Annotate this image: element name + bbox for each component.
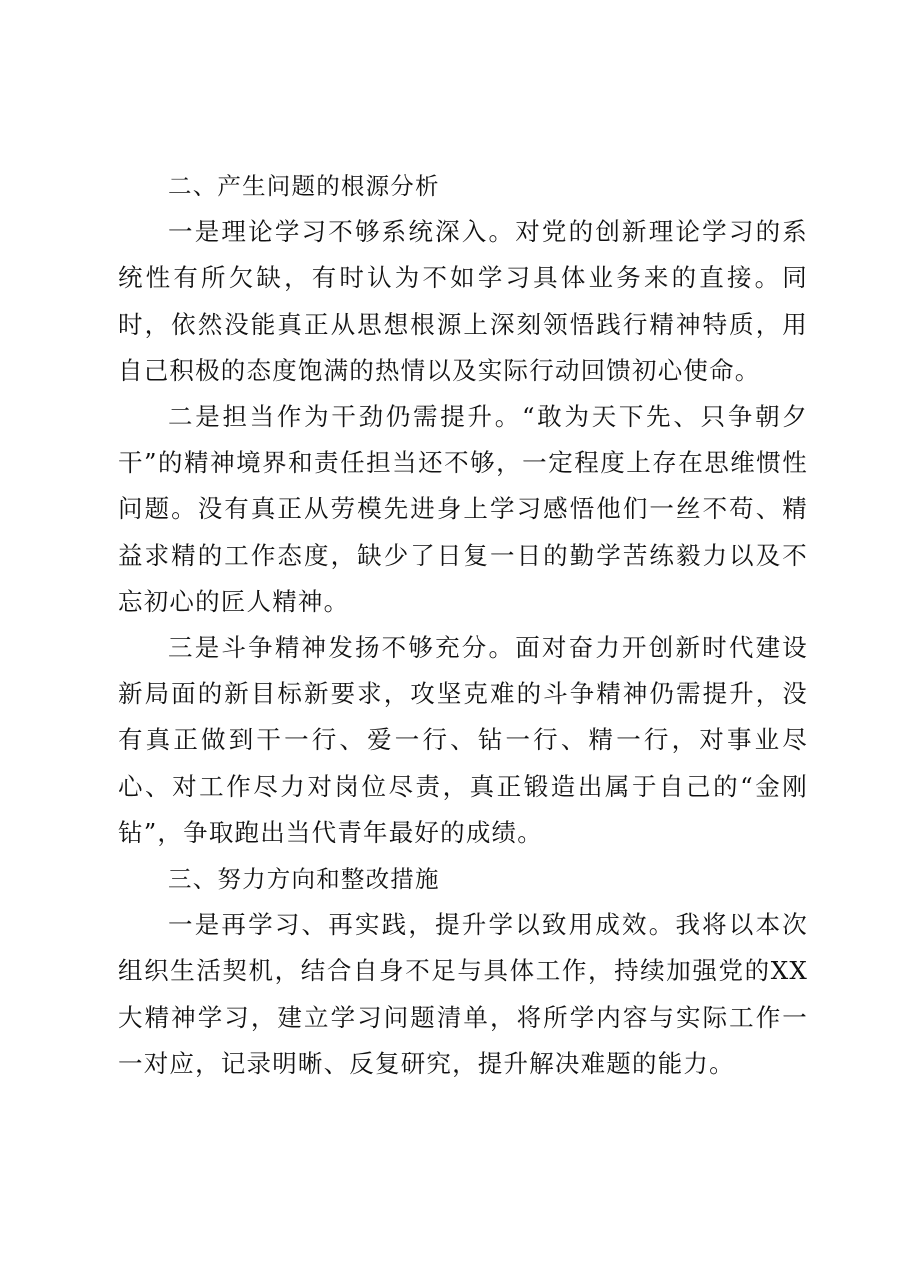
section-heading-rectification: 三、努力方向和整改措施 bbox=[168, 865, 440, 894]
paragraph-relearning: 一是再学习、再实践，提升学以致用成效。我将以本次组织生活契机，结合自身不足与具体工作，持续加强党的XX大精神学习，建立学习问题清单，将所学内容与实际工作一一对应，记录明晰、反复研究，提升解决难题的能力。 bbox=[118, 910, 808, 1078]
section-heading-root-causes: 二、产生问题的根源分析 bbox=[168, 172, 440, 200]
paragraph-theory-study: 一是理论学习不够系统深入。对党的创新理论学习的系统性有所欠缺，有时认为不如学习具体业务来的直接。同时，依然没能真正从思想根源上深刻领悟践行精神特质，用自己积极的态度饱满的热情以及实际行动回馈初心使命。 bbox=[118, 217, 808, 385]
document-page bbox=[118, 163, 808, 1087]
paragraph-fighting-spirit: 三是斗争精神发扬不够充分。面对奋力开创新时代建设新局面的新目标新要求，攻坚克难的斗争精神仍需提升，没有真正做到干一行、爱一行、钻一行、精一行，对事业尽心、对工作尽力对岗位尽责，真正锻造出属于自己的“金刚钻”，争取跑出当代青年最好的成绩。 bbox=[118, 633, 808, 847]
paragraph-responsibility: 二是担当作为干劲仍需提升。“敢为天下先、只争朝夕干”的精神境界和责任担当还不够，一定程度上存在思维惯性问题。没有真正从劳模先进身上学习感悟他们一丝不苟、精益求精的工作态度，缺少了日复一日的勤学苦练毅力以及不忘初心的匠人精神。 bbox=[118, 402, 808, 616]
